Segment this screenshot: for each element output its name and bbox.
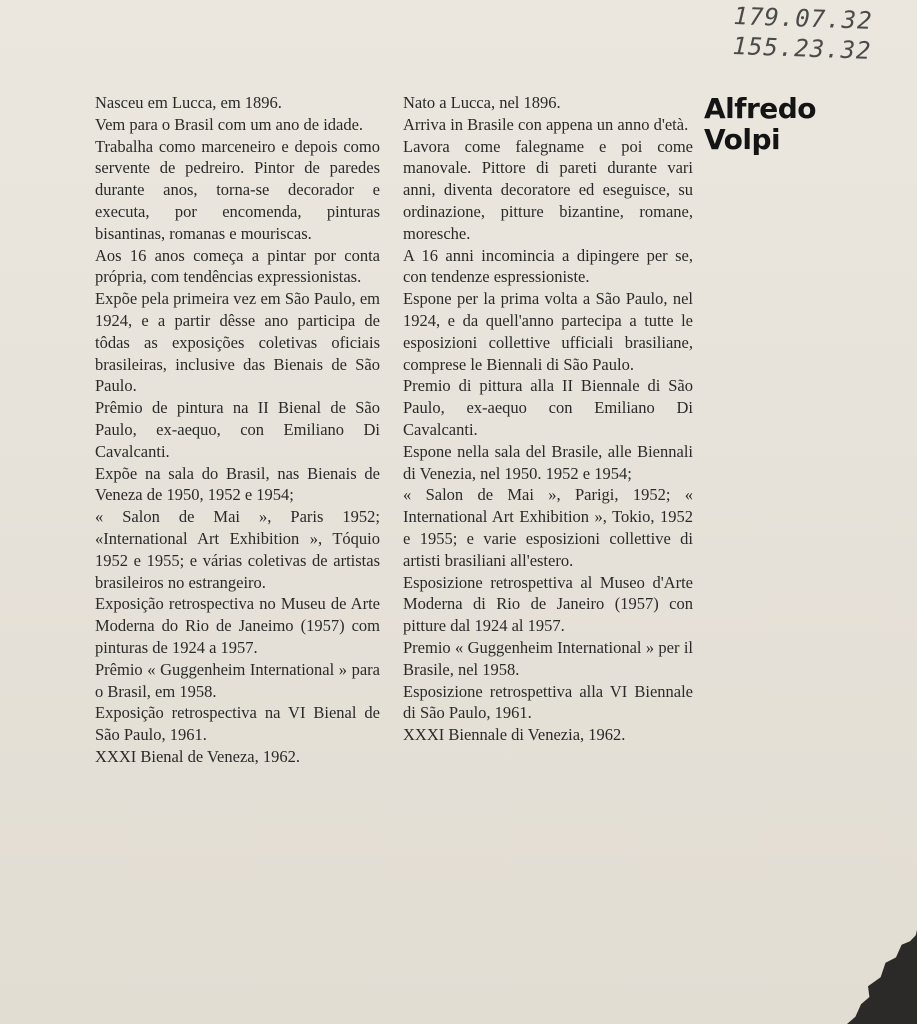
it-paragraph: « Salon de Mai », Parigi, 1952; « International Art Exhibition », Tokio, 1952 e 1955; e varie esposizioni collettive di artisti brasiliani all'estero. <box>403 485 693 570</box>
handwritten-line-2: 155.23.32 <box>732 32 872 65</box>
it-paragraph: Espone nella sala del Brasile, alle Biennali di Venezia, nel 1950. 1952 e 1954; <box>403 441 693 483</box>
it-paragraph: Premio « Guggenheim International » per il Brasile, nel 1958. <box>403 637 693 679</box>
it-paragraph: Premio di pittura alla II Biennale di São Paulo, ex-aequo con Emiliano Di Cavalcanti. <box>403 376 693 439</box>
portuguese-biography-column <box>95 92 380 768</box>
it-paragraph: Arriva in Brasile con appena un anno d'età. <box>403 114 689 134</box>
pt-paragraph: Prêmio de pintura na II Bienal de São Paulo, ex-aequo, con Emiliano Di Cavalcanti. <box>95 398 380 461</box>
pt-paragraph: Expõe na sala do Brasil, nas Bienais de Veneza de 1950, 1952 e 1954; <box>95 463 380 505</box>
title-first-name: Alfredo <box>704 92 817 125</box>
pt-paragraph: XXXI Bienal de Veneza, 1962. <box>95 746 300 766</box>
pt-paragraph: Aos 16 anos começa a pintar por conta própria, com tendências expressionistas. <box>95 245 380 287</box>
title-last-name: Volpi <box>704 123 781 156</box>
artist-name-title <box>704 93 816 155</box>
it-paragraph: Esposizione retrospettiva alla VI Biennale di São Paulo, 1961. <box>403 681 693 723</box>
it-paragraph: XXXI Biennale di Venezia, 1962. <box>403 725 626 745</box>
it-paragraph: Lavora come falegname e poi come manovale. Pittore di pareti durante vari anni, diventa decoratore ed eseguisce, su ordinazione, pitture bizantine, romane, moresche. <box>403 136 693 243</box>
pt-paragraph: Expõe pela primeira vez em São Paulo, em 1924, e a partir dêsse ano participa de tôdas as exposições coletivas oficiais brasileiras, inclusive das Bienais de São Paulo. <box>95 289 380 396</box>
pt-paragraph: Trabalha como marceneiro e depois como servente de pedreiro. Pintor de paredes durante anos, torna-se decorador e executa, por encomenda, pinturas bisantinas, romanas e mouriscas. <box>95 136 380 243</box>
pt-paragraph: Prêmio « Guggenheim International » para o Brasil, em 1958. <box>95 659 380 701</box>
pt-paragraph: Nasceu em Lucca, em 1896. <box>95 93 282 112</box>
it-paragraph: A 16 anni incomincia a dipingere per se, con tendenze espressioniste. <box>403 245 693 287</box>
pt-paragraph: « Salon de Mai », Paris 1952; «International Art Exhibition », Tóquio 1952 e 1955; e várias coletivas de artistas brasileiros no estrangeiro. <box>95 507 380 592</box>
italian-biography-column <box>403 92 693 746</box>
pt-paragraph: Exposição retrospectiva no Museu de Arte Moderna do Rio de Janeimo (1957) com pinturas de 1924 a 1957. <box>95 594 380 657</box>
it-paragraph: Esposizione retrospettiva al Museo d'Arte Moderna di Rio de Janeiro (1957) con pitture dal 1924 al 1957. <box>403 572 693 636</box>
handwritten-line-1: 179.07.32 <box>733 2 874 35</box>
pt-paragraph: Vem para o Brasil com um ano de idade. <box>95 114 364 134</box>
it-paragraph: Espone per la prima volta a São Paulo, nel 1924, e da quell'anno partecipa a tutte le esposizioni collettive ufficiali brasiliane, comprese le Biennali di São Paulo. <box>403 289 693 374</box>
handwritten-catalog-note <box>732 1 904 67</box>
it-paragraph: Nato a Lucca, nel 1896. <box>403 93 561 112</box>
pt-paragraph: Exposição retrospectiva na VI Bienal de São Paulo, 1961. <box>95 703 380 745</box>
torn-corner <box>847 934 917 1024</box>
